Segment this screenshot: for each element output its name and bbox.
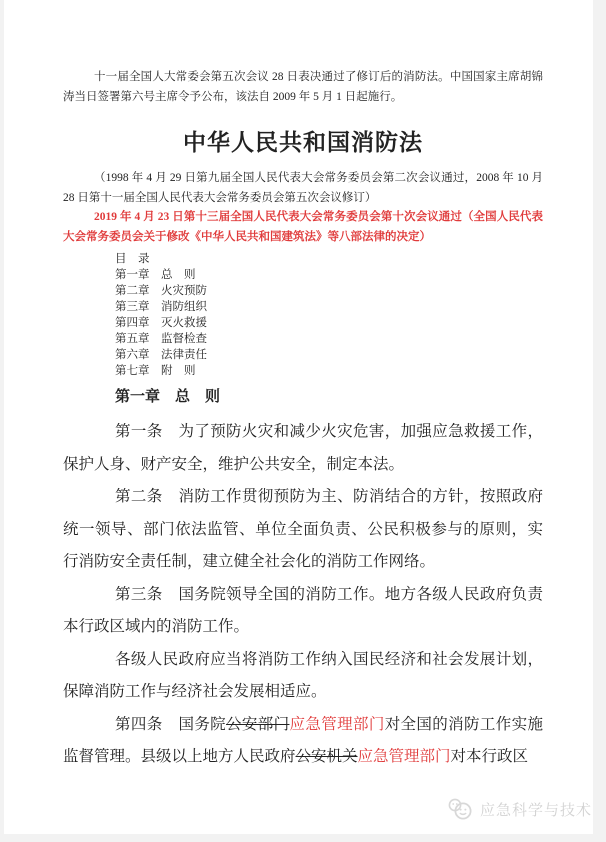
chat-bubbles-logo-icon bbox=[447, 797, 475, 821]
toc-item-chapter-2: 第二章 火灾预防 bbox=[115, 285, 207, 297]
text-segment-normal: 对本行政区 bbox=[450, 748, 529, 765]
article-2: 第二条 消防工作贯彻预防为主、防消结合的方针，按照政府统一领导、部门依法监管、单位全面负责、公民积极参与的原则，实行消防安全责任制，建立健全社会化的消防工作网络。 bbox=[63, 488, 543, 570]
intro-paragraph: 十一届全国人大常委会第五次会议 28 日表决通过了修订后的消防法。中国国家主席胡锦涛当日签署第六号主席令予公布，该法自 2009 年 5 月 1 日起施行。 bbox=[63, 71, 543, 103]
toc-item-chapter-4: 第四章 灭火救援 bbox=[115, 317, 207, 329]
text-segment-red: 应急管理部门 bbox=[357, 748, 451, 765]
article-3-paragraph-2: 各级人民政府应当将消防工作纳入国民经济和社会发展计划，保障消防工作与经济社会发展相适应。 bbox=[63, 650, 543, 700]
toc-item-chapter-5: 第五章 监督检查 bbox=[115, 333, 207, 345]
text-segment-strike: 公安机关 bbox=[295, 748, 358, 765]
toc-item-chapter-3: 第三章 消防组织 bbox=[115, 301, 207, 313]
article-3: 第三条 国务院领导全国的消防工作。地方各级人民政府负责本行政区域内的消防工作。 bbox=[63, 585, 543, 635]
chapter-1-heading: 第一章 总 则 bbox=[115, 389, 221, 405]
text-segment-normal: 对全国的消防工作实施监督管理。县级以上地方人民政府 bbox=[63, 715, 543, 765]
text-segment-strike: 公安部门 bbox=[226, 715, 290, 733]
amendment-note: 2019 年 4 月 23 日第十三届全国人民代表大会常务委员会第十次会议通过（全国人民代表大会常务委员会关于修改《中华人民共和国建筑法》等八部法律的决定） bbox=[63, 211, 543, 243]
table-of-contents bbox=[63, 251, 543, 379]
toc-item-chapter-7: 第七章 附 则 bbox=[115, 365, 196, 377]
law-title: 中华人民共和国消防法 bbox=[183, 130, 423, 155]
chapter-1-body bbox=[63, 416, 543, 774]
toc-heading: 目 录 bbox=[115, 253, 150, 265]
article-4 bbox=[63, 709, 543, 774]
toc-item-chapter-1: 第一章 总 则 bbox=[115, 269, 196, 281]
watermark-text: 应急科学与技术 bbox=[480, 802, 593, 819]
watermark bbox=[447, 797, 592, 821]
text-segment-red: 应急管理部门 bbox=[289, 715, 385, 733]
history-note: （1998 年 4 月 29 日第九届全国人民代表大会常务委员会第二次会议通过，2008 年 10 月 28 日第十一届全国人民代表大会常务委员会第五次会议修订） bbox=[63, 172, 543, 204]
text-segment-normal: 第四条 国务院 bbox=[115, 715, 227, 733]
toc-item-chapter-6: 第六章 法律责任 bbox=[115, 349, 207, 361]
article-1: 第一条 为了预防火灾和减少火灾危害，加强应急救援工作，保护人身、财产安全，维护公共安全，制定本法。 bbox=[63, 423, 543, 473]
document-page bbox=[4, 0, 593, 834]
